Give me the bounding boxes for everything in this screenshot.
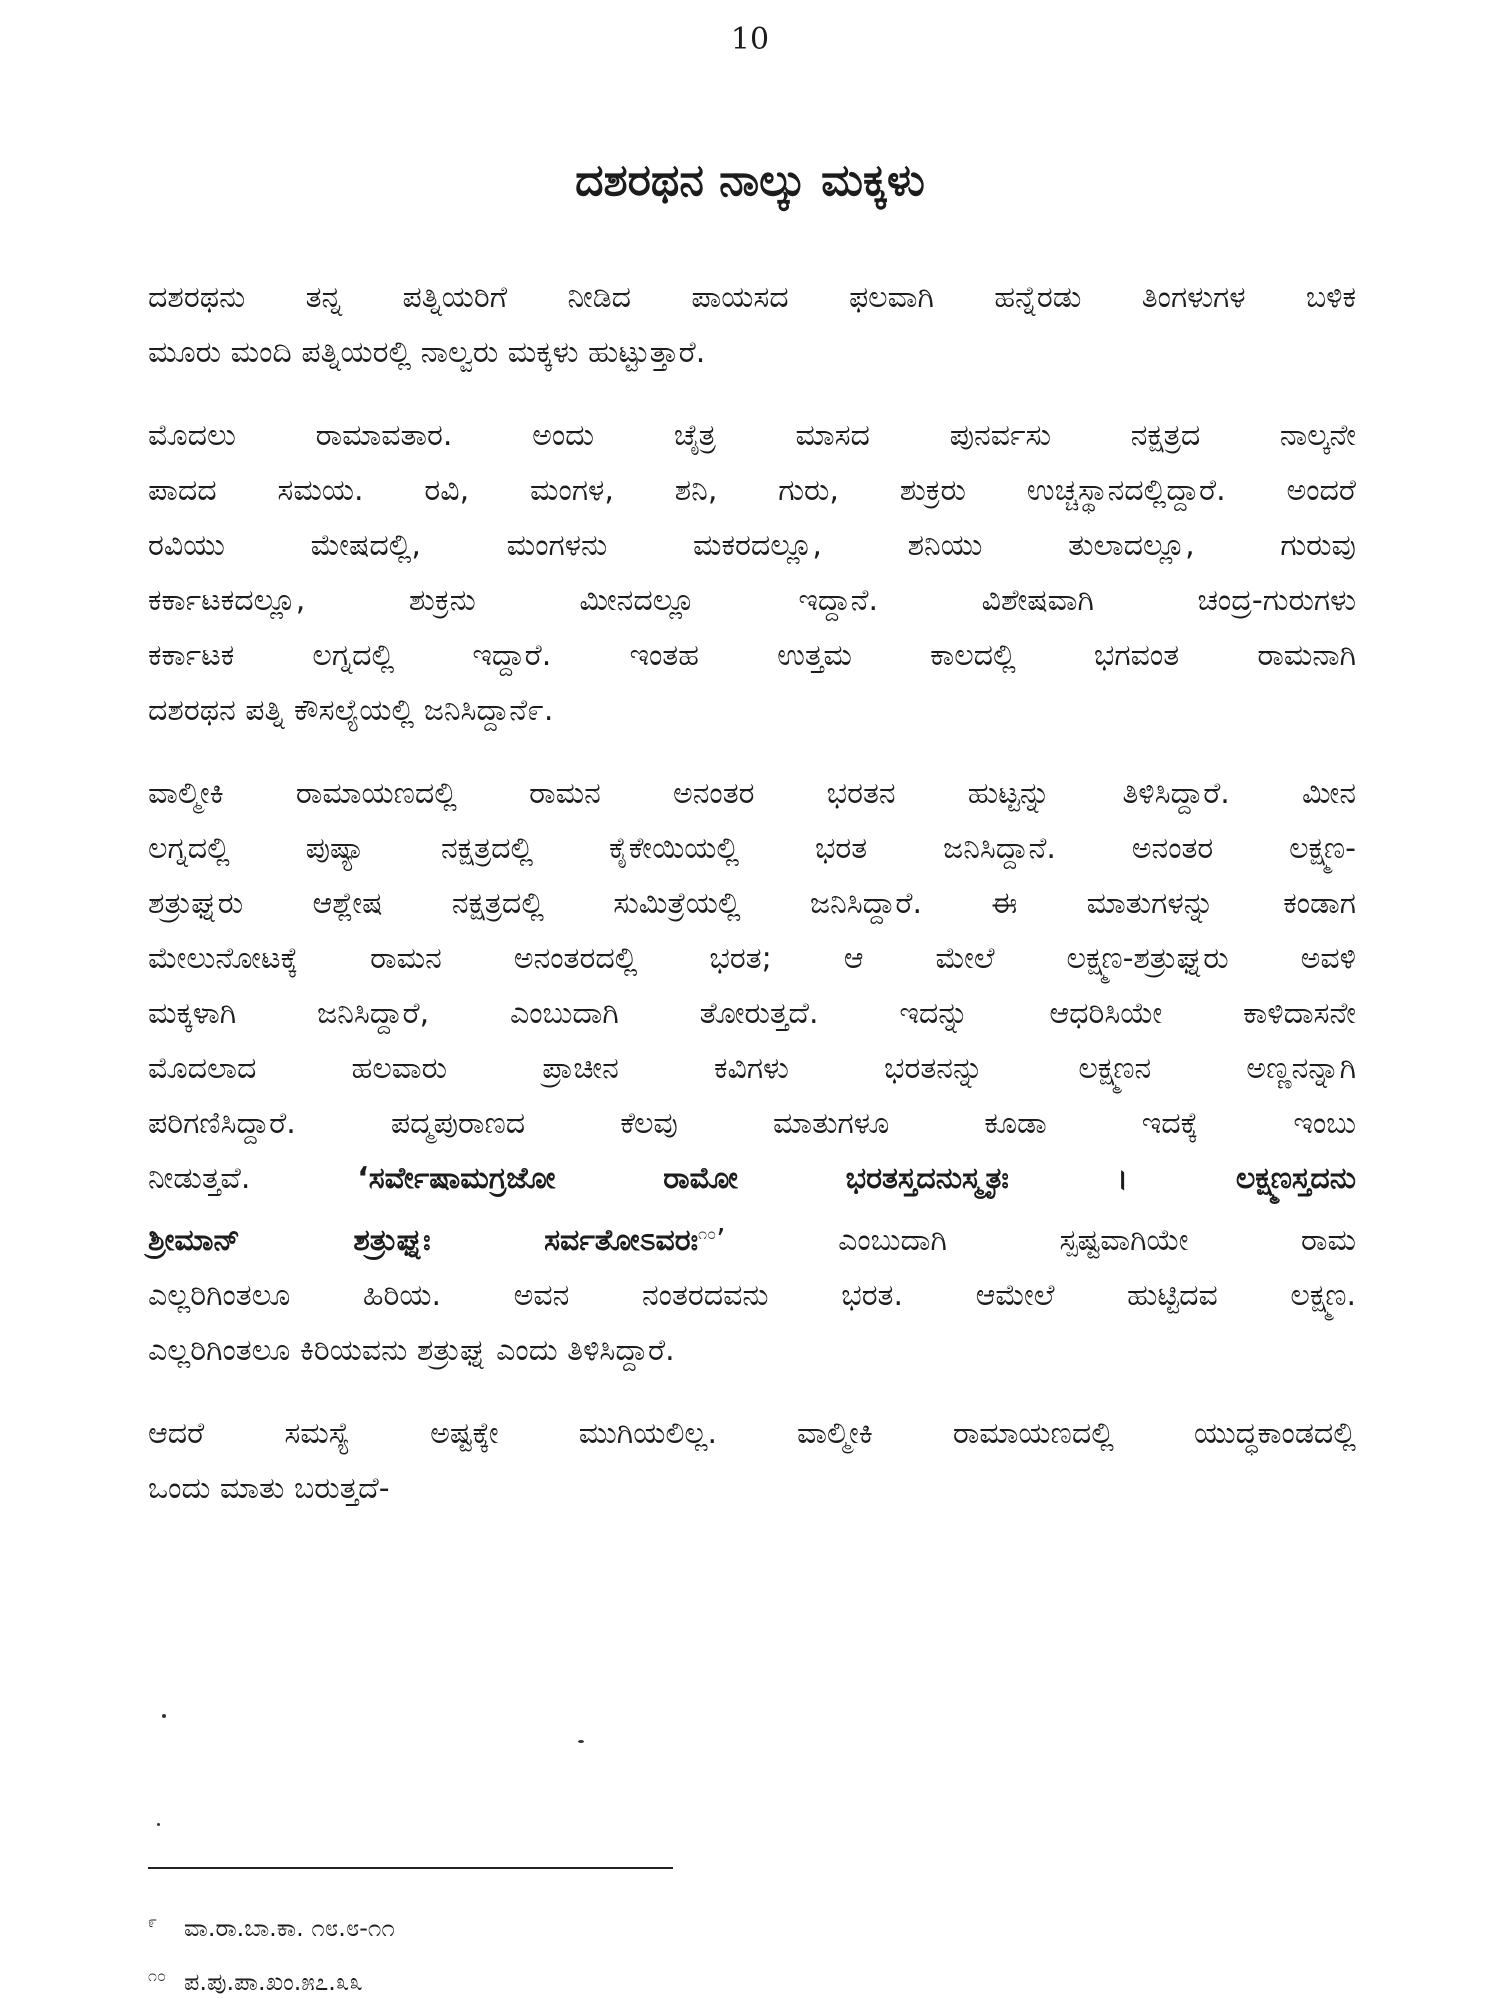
text-line: ರವಿಯು ಮೇಷದಲ್ಲಿ, ಮಂಗಳನು ಮಕರದಲ್ಲೂ, ಶನಿಯು ತುಲಾದಲ್ಲೂ, ಗುರುವು — [148, 528, 1356, 563]
footnote-marker: ೯ — [148, 1912, 157, 1931]
text-line: ಲಗ್ನದಲ್ಲಿ ಪುಷ್ಯಾ ನಕ್ಷತ್ರದಲ್ಲಿ ಕೈಕೇಯಿಯಲ್ಲಿ ಭರತ ಜನಿಸಿದ್ದಾನೆ. ಅನಂತರ ಲಕ್ಷ್ಮಣ- — [148, 831, 1356, 866]
footnotes — [148, 1898, 1148, 2006]
text-line: ಆದರೆ ಸಮಸ್ಯೆ ಅಷ್ಟಕ್ಕೇ ಮುಗಿಯಲಿಲ್ಲ. ವಾಲ್ಮೀಕಿ ರಾಮಾಯಣದಲ್ಲಿ ಯುದ್ಧಕಾಂಡದಲ್ಲಿ — [148, 1416, 1356, 1451]
text-line: ಕರ್ಕಾಟಕ ಲಗ್ನದಲ್ಲಿ ಇದ್ದಾರೆ. ಇಂತಹ ಉತ್ತಮ ಕಾಲದಲ್ಲಿ ಭಗವಂತ ರಾಮನಾಗಿ — [148, 638, 1356, 673]
scan-speck — [162, 1714, 166, 1718]
text-line: ಮೊದಲು ರಾಮಾವತಾರ. ಅಂದು ಚೈತ್ರ ಮಾಸದ ಪುನರ್ವಸು ನಕ್ಷತ್ರದ ನಾಲ್ಕನೇ — [148, 418, 1356, 453]
text-line: ಶತ್ರುಘ್ನರು ಆಶ್ಲೇಷ ನಕ್ಷತ್ರದಲ್ಲಿ ಸುಮಿತ್ರೆಯಲ್ಲಿ ಜನಿಸಿದ್ದಾರೆ. ಈ ಮಾತುಗಳನ್ನು ಕಂಡಾಗ — [148, 886, 1356, 921]
text-line: ವಾಲ್ಮೀಕಿ ರಾಮಾಯಣದಲ್ಲಿ ರಾಮನ ಅನಂತರ ಭರತನ ಹುಟ್ಟನ್ನು ತಿಳಿಸಿದ್ದಾರೆ. ಮೀನ — [148, 776, 1356, 811]
scan-speck — [578, 1740, 584, 1743]
text-line: ಎಲ್ಲರಿಗಿಂತಲೂ ಹಿರಿಯ. ಅವನ ನಂತರದವನು ಭರತ. ಆಮೇಲೆ ಹುಟ್ಟಿದವ ಲಕ್ಷ್ಮಣ. — [148, 1278, 1356, 1313]
text-line: ಪರಿಗಣಿಸಿದ್ದಾರೆ. ಪದ್ಮಪುರಾಣದ ಕೆಲವು ಮಾತುಗಳೂ ಕೂಡಾ ಇದಕ್ಕೆ ಇಂಬು — [148, 1106, 1356, 1141]
quote-trail-text: ’ ಎಂಬುದಾಗಿ ಸ್ಪಷ್ಟವಾಗಿಯೇ ರಾಮ — [716, 1223, 1357, 1258]
text-line: ಒಂದು ಮಾತು ಬರುತ್ತದೆ- — [148, 1471, 390, 1506]
page-number: 10 — [730, 22, 770, 57]
text-line: ಕರ್ಕಾಟಕದಲ್ಲೂ, ಶುಕ್ರನು ಮೀನದಲ್ಲೂ ಇದ್ದಾನೆ. ವಿಶೇಷವಾಗಿ ಚಂದ್ರ-ಗುರುಗಳು — [148, 583, 1356, 618]
text-line: ಮೊದಲಾದ ಹಲವಾರು ಪ್ರಾಚೀನ ಕವಿಗಳು ಭರತನನ್ನು ಲಕ್ಷ್ಮಣನ ಅಣ್ಣನನ್ನಾಗಿ — [148, 1051, 1356, 1086]
text-line: ಮಕ್ಕಳಾಗಿ ಜನಿಸಿದ್ದಾರೆ, ಎಂಬುದಾಗಿ ತೋರುತ್ತದೆ. ಇದನ್ನು ಆಧರಿಸಿಯೇ ಕಾಳಿದಾಸನೇ — [148, 996, 1356, 1031]
text-line: ದಶರಥನು ತನ್ನ ಪತ್ನಿಯರಿಗೆ ನೀಡಿದ ಪಾಯಸದ ಫಲವಾಗಿ ಹನ್ನೆರಡು ತಿಂಗಳುಗಳ ಬಳಿಕ — [148, 280, 1356, 315]
footnote-text: ವಾ.ರಾ.ಬಾ.ಕಾ. ೧೮.೮-೧೧ — [184, 1914, 395, 1942]
paragraph-3 — [148, 766, 1356, 1378]
sanskrit-quote: ಶ್ರೀಮಾನ್ ಶತ್ರುಘ್ನಃ ಸರ್ವತೋಽವರಃ — [148, 1223, 699, 1258]
text-line: ಮೂರು ಮಂದಿ ಪತ್ನಿಯರಲ್ಲಿ ನಾಲ್ವರು ಮಕ್ಕಳು ಹುಟ್ಟುತ್ತಾರೆ. — [148, 335, 706, 370]
sanskrit-quote: ‘ಸರ್ವೇಷಾಮಗ್ರಜೋ ರಾಮೋ ಭರತಸ್ತದನುಸ್ಮೃತಃ । ಲಕ್ಷ್ಮಣಸ್ತದನು — [357, 1161, 1357, 1196]
quote-line-2 — [148, 1206, 1356, 1268]
text-line: ದಶರಥನ ಪತ್ನಿ ಕೌಸಲ್ಯೆಯಲ್ಲಿ ಜನಿಸಿದ್ದಾನೆ೯. — [148, 693, 554, 728]
paragraph-2 — [148, 408, 1356, 738]
footnote-ref: ೧೦ — [698, 1224, 717, 1243]
footnote-item — [148, 1898, 1148, 1952]
chapter-title: ದಶರಥನ ನಾಲ್ಕು ಮಕ್ಕಳು — [575, 155, 925, 206]
quote-line-1 — [148, 1151, 1356, 1206]
footnote-divider — [148, 1867, 673, 1869]
footnote-text: ಪ.ಪು.ಪಾ.ಖಂ.೫೭.೩೩ — [184, 1968, 363, 1996]
chapter-body — [148, 270, 1356, 1544]
quote-lead-text: ನೀಡುತ್ತವೆ. — [148, 1161, 358, 1196]
text-line: ಎಲ್ಲರಿಗಿಂತಲೂ ಕಿರಿಯವನು ಶತ್ರುಘ್ನ ಎಂದು ತಿಳಿಸಿದ್ದಾರೆ. — [148, 1333, 675, 1368]
text-line: ಪಾದದ ಸಮಯ. ರವಿ, ಮಂಗಳ, ಶನಿ, ಗುರು, ಶುಕ್ರರು ಉಚ್ಚಸ್ಥಾನದಲ್ಲಿದ್ದಾರೆ. ಅಂದರೆ — [148, 473, 1356, 508]
paragraph-4 — [148, 1406, 1356, 1516]
paragraph-1 — [148, 270, 1356, 380]
scan-speck — [157, 1823, 160, 1826]
text-line: ಮೇಲುನೋಟಕ್ಕೆ ರಾಮನ ಅನಂತರದಲ್ಲಿ ಭರತ; ಆ ಮೇಲೆ ಲಕ್ಷ್ಮಣ-ಶತ್ರುಘ್ನರು ಅವಳಿ — [148, 941, 1356, 976]
footnote-item — [148, 1952, 1148, 2006]
footnote-marker: ೧೦ — [148, 1966, 166, 1985]
